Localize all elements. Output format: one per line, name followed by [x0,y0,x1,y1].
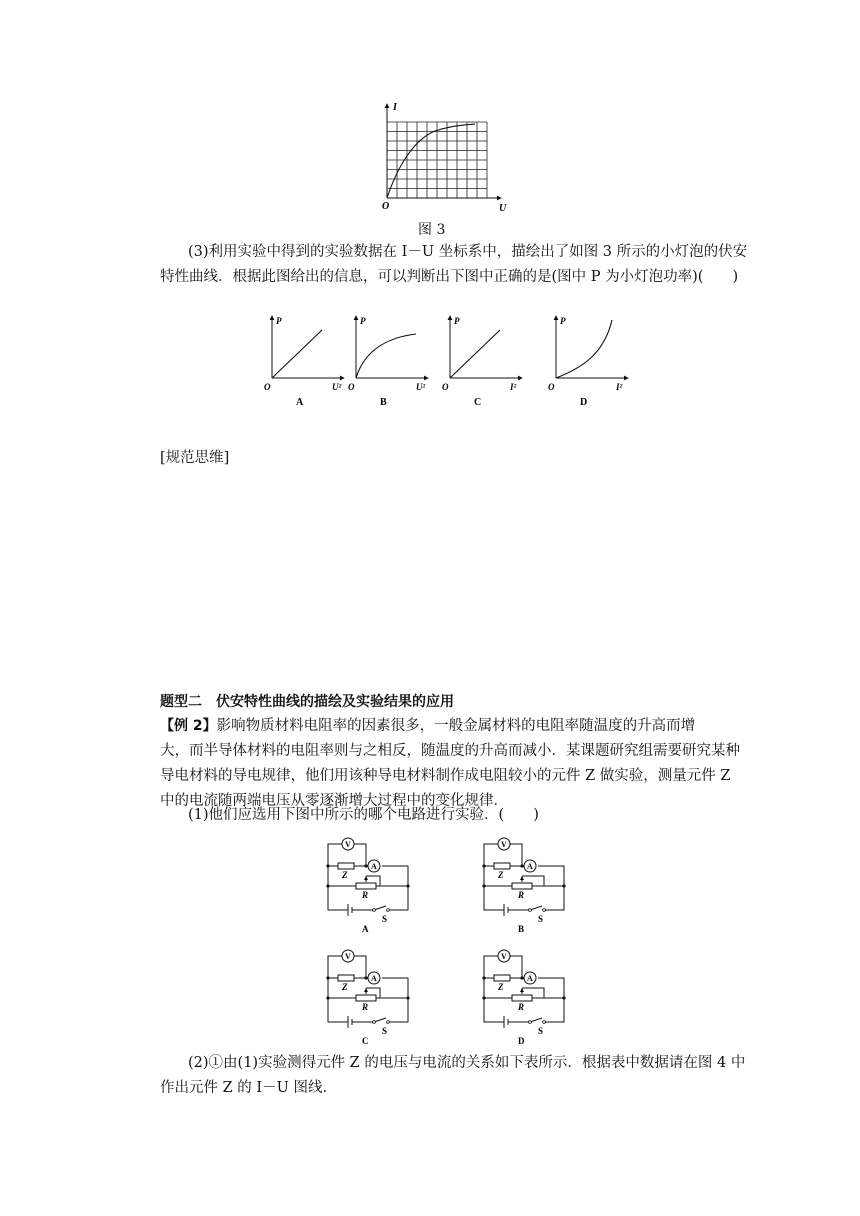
switch-label: S [538,914,544,924]
p-curve [556,320,612,378]
example2-tag: 【例 2】 [160,718,217,734]
rheostat-label: R [518,890,525,900]
p-curve [356,334,416,378]
rheostat-label: R [518,1002,525,1012]
example2-text1: 影响物质材料电阻率的因素很多，一般金属材料的电阻率随温度的升高而增 [216,718,696,734]
element-label: Z [342,870,348,880]
element-label: Z [498,982,504,992]
voltmeter-label: V [501,952,507,961]
voltmeter-label: V [501,840,507,849]
p-axis-x: U² [416,382,426,392]
p-axis-x: I² [616,382,623,392]
voltmeter-label: V [345,952,351,961]
p-origin: O [548,382,555,392]
switch-label: S [382,914,388,924]
question-3-line1: (3)利用实验中得到的实验数据在 I－U 坐标系中，描绘出了如图 3 所示的小灯泡的伏安 [188,244,748,260]
element-label: Z [498,870,504,880]
p-axis-y: P [454,316,460,326]
ammeter-label: A [527,862,533,871]
circuit-a [318,830,418,938]
example2-line4: 中的电流随两端电压从零逐渐增大过程中的变化规律． [160,793,508,809]
example2-line1 [160,714,735,739]
rheostat-label: R [362,1002,369,1012]
switch-label: S [538,1026,544,1036]
p-axis-y: P [276,316,282,326]
p-option-label: B [380,397,387,408]
example2-q2-line2: 作出元件 Z 的 I－U 图线. [160,1080,328,1096]
element-label: Z [342,982,348,992]
p-origin: O [264,382,271,392]
circuit-option-label: A [362,924,369,934]
example2-q1: (1)他们应选用下图中所示的哪个电路进行实验．( ) [188,807,539,823]
example2-q2-line1: (2)①由(1)实验测得元件 Z 的电压与电流的关系如下表所示．根据表中数据请在图 4 中 [188,1055,746,1071]
question-3-line2: 特性曲线．根据此图给出的信息，可以判断出下图中正确的是(图中 P 为小灯泡功率)( ) [160,269,739,285]
option-graph-d [546,312,638,412]
figure-3-graph [375,98,515,216]
option-graph-c [440,312,532,412]
switch-label: S [382,1026,388,1036]
section-thinking: [规范思维] [160,450,230,466]
p-axis-x: U² [332,382,342,392]
example2-line3: 导电材料的导电规律，他们用该种导电材料制作成电阻较小的元件 Z 做实验，测量元件 Z [160,768,731,784]
ammeter-label: A [527,974,533,983]
p-curve [450,330,500,378]
p-option-label: D [580,397,588,408]
circuit-b [474,830,574,938]
circuit-option-label: C [362,1036,369,1046]
p-axis-y: P [560,316,566,326]
ammeter-label: A [371,974,377,983]
p-origin: O [442,382,449,392]
circuit-d [474,942,574,1050]
p-origin: O [348,382,355,392]
rheostat-label: R [362,890,369,900]
topic2-heading [160,690,735,715]
circuit-option-label: B [518,924,525,934]
p-option-label: C [474,397,482,408]
figure-3-caption: 图 3 [418,222,446,238]
iu-curve [387,124,475,198]
option-graph-a [262,312,354,412]
option-graph-b [346,312,438,412]
p-curve [272,330,322,378]
circuit-option-label: D [518,1036,525,1046]
fig3-axis-y: I [393,102,397,113]
fig3-axis-x: U [499,203,507,214]
p-option-label: A [296,397,304,408]
example2-line2: 大，而半导体材料的电阻率则与之相反，随温度的升高而减小．某课题研究组需要研究某种 [160,743,740,759]
circuit-c [318,942,418,1050]
p-axis-y: P [360,316,366,326]
ammeter-label: A [371,862,377,871]
p-axis-x: I² [510,382,517,392]
fig3-origin: O [382,201,390,212]
topic2-heading-text: 题型二 伏安特性曲线的描绘及实验结果的应用 [160,694,454,710]
voltmeter-label: V [345,840,351,849]
